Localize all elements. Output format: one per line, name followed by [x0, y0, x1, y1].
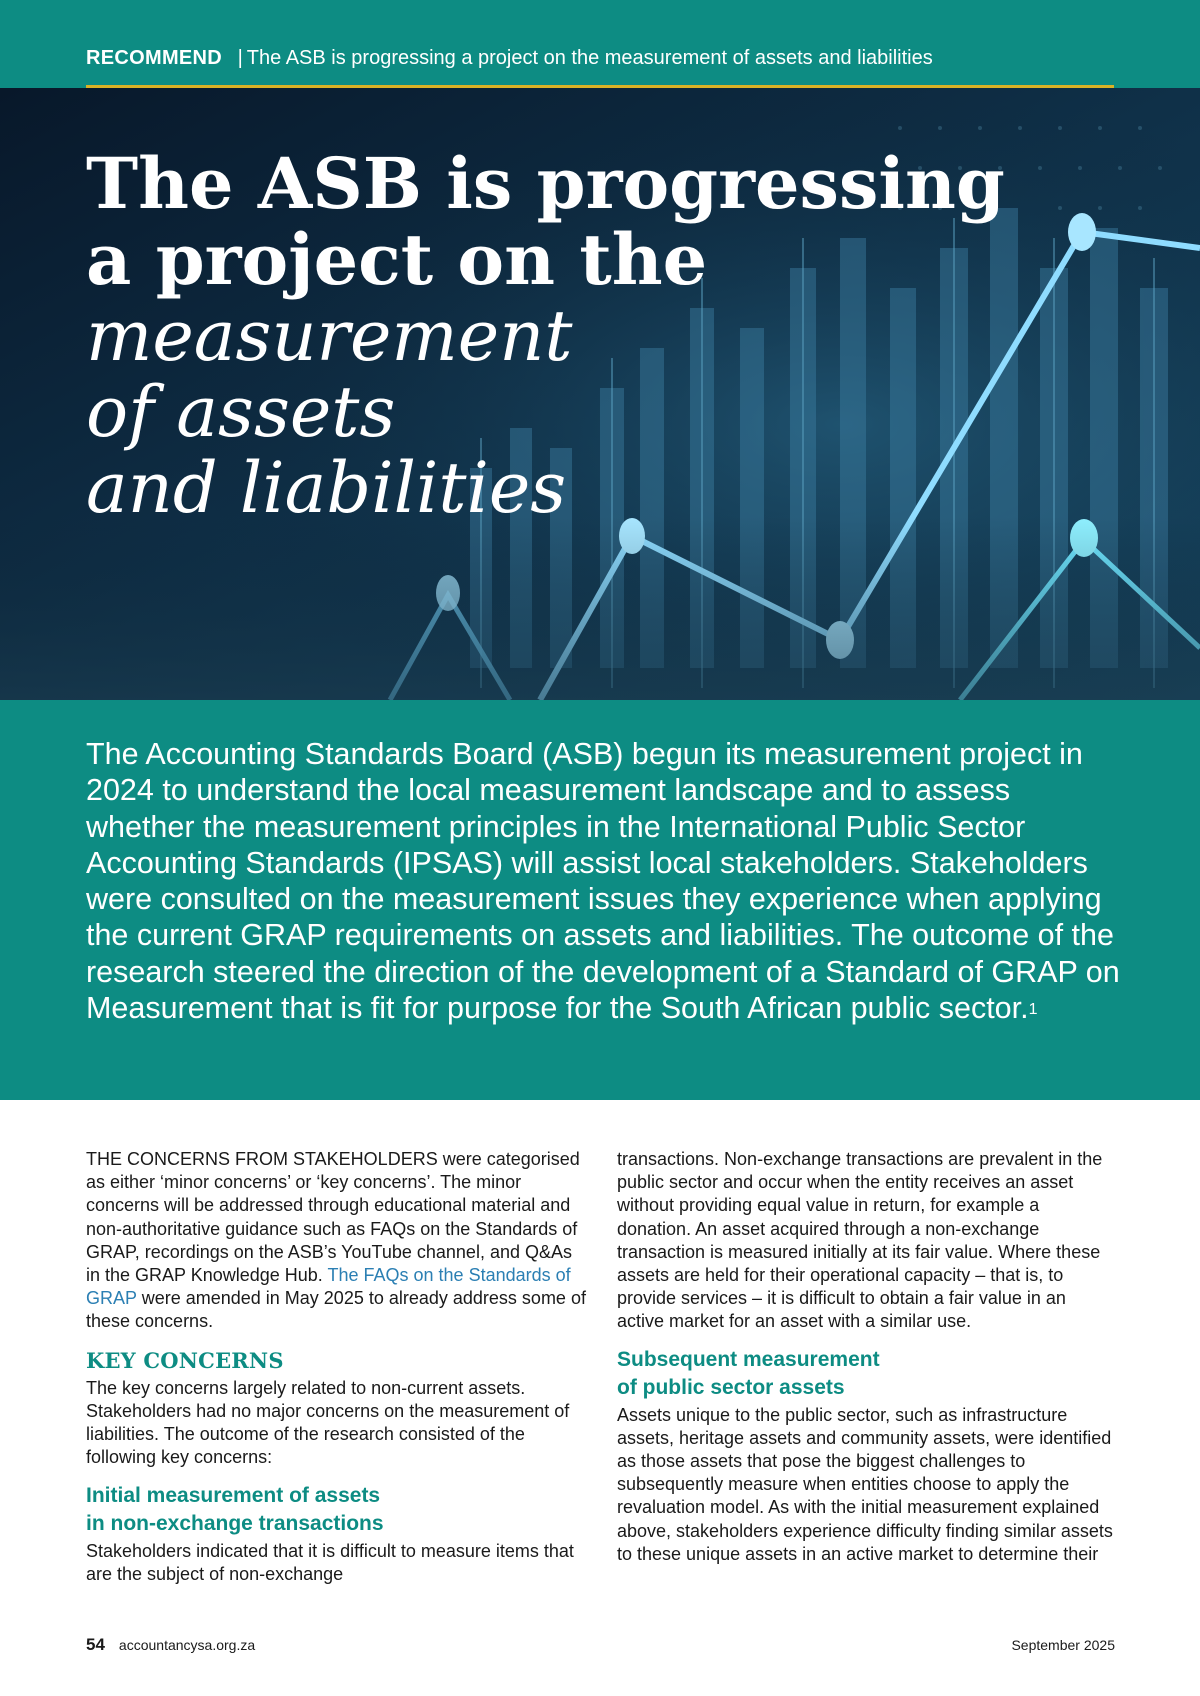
header-separator: |: [237, 47, 243, 69]
intro-text: THE CONCERNS FROM STAKEHOLDERS were categorised as either ‘minor concerns’ or ‘key concerns’. The minor concerns will be addressed through educational material and non-authoritative guidance such as FAQs on the Standards of GRAP, recordings on the ASB’s YouTube channel, and Q&As in the GRAP Knowledge Hub.: [86, 1149, 580, 1286]
key-concerns-heading: KEY CONCERNS: [86, 1347, 284, 1373]
hero-banner: [0, 88, 1200, 700]
title-line-2: a project on the: [86, 218, 708, 301]
website-url: accountancysa.org.za: [118, 1637, 256, 1653]
key-concerns-paragraph: The key concerns largely related to non-current assets. Stakeholders had no major concerns on the measurement of liabilities. The outcome of the research consisted of the following key concerns:: [86, 1377, 570, 1468]
subsequent-measurement-paragraph: Assets unique to the public sector, such as infrastructure assets, heritage assets and community assets, were identified as those assets that pose the biggest challenges to subsequently measure when entities choose to apply the revaluation model. As with the initial measurement explained above, stakeholders experience difficulty finding similar assets to these unique assets in an active market to determine their: [617, 1404, 1113, 1564]
body-column-right: [617, 1148, 1117, 1566]
title-line-5: and liabilities: [86, 447, 567, 529]
page-number: 54: [86, 1635, 105, 1654]
initial-measurement-paragraph: Stakeholders indicated that it is difficult to measure items that are the subject of non-exchange: [86, 1540, 574, 1584]
running-headline: The ASB is progressing a project on the measurement of assets and liabilities: [246, 47, 933, 69]
non-exchange-paragraph: transactions. Non-exchange transactions are prevalent in the public sector and occur when the entity receives an asset without providing equal value in return, for example a donation. An asset acquired through a non-exchange transaction is measured initially at its fair value. Where these assets are held for their operational capacity – that is, to provide services – it is difficult to obtain a fair value in an active market for an asset with a similar use.: [617, 1149, 1103, 1332]
section-label: RECOMMEND: [86, 47, 223, 69]
title-line-1: The ASB is progressing: [86, 142, 1005, 225]
initial-measurement-heading: [86, 1482, 586, 1538]
intro-text-end: were amended in May 2025 to already address some of these concerns.: [86, 1288, 586, 1332]
subsequent-heading-line-1: Subsequent measurement: [617, 1347, 880, 1371]
faqs-link[interactable]: The FAQs on the Standards of GRAP: [86, 1265, 571, 1309]
title-line-3: measurement: [86, 295, 573, 377]
title-line-4: of assets: [86, 371, 396, 453]
footnote-marker: 1: [1028, 1001, 1038, 1019]
section-header-bar: [0, 0, 1200, 88]
standfirst-panel: [0, 700, 1200, 1100]
page-footer-left: [86, 1635, 255, 1655]
subsequent-measurement-heading: [617, 1346, 1117, 1402]
intro-paragraph: [86, 1148, 586, 1334]
standfirst-text: [86, 736, 1126, 1026]
running-header: [86, 47, 933, 70]
issue-date: September 2025: [1011, 1637, 1115, 1653]
initial-heading-line-1: Initial measurement of assets: [86, 1483, 381, 1507]
subsequent-heading-line-2: of public sector assets: [617, 1375, 845, 1399]
initial-heading-line-2: in non-exchange transactions: [86, 1511, 384, 1535]
standfirst-body: The Accounting Standards Board (ASB) begun its measurement project in 2024 to understand the local measurement landscape and to assess whether the measurement principles in the International Public Sector Accounting Standards (IPSAS) will assist local stakeholders. Stakeholders were consulted on the measurement issues they experience when applying the current GRAP requirements on assets and liabilities. The outcome of the research steered the direction of the development of a Standard of GRAP on Measurement that is fit for purpose for the South African public sector.: [86, 737, 1120, 1026]
article-title: [86, 142, 1005, 529]
body-column-left: [86, 1148, 586, 1586]
